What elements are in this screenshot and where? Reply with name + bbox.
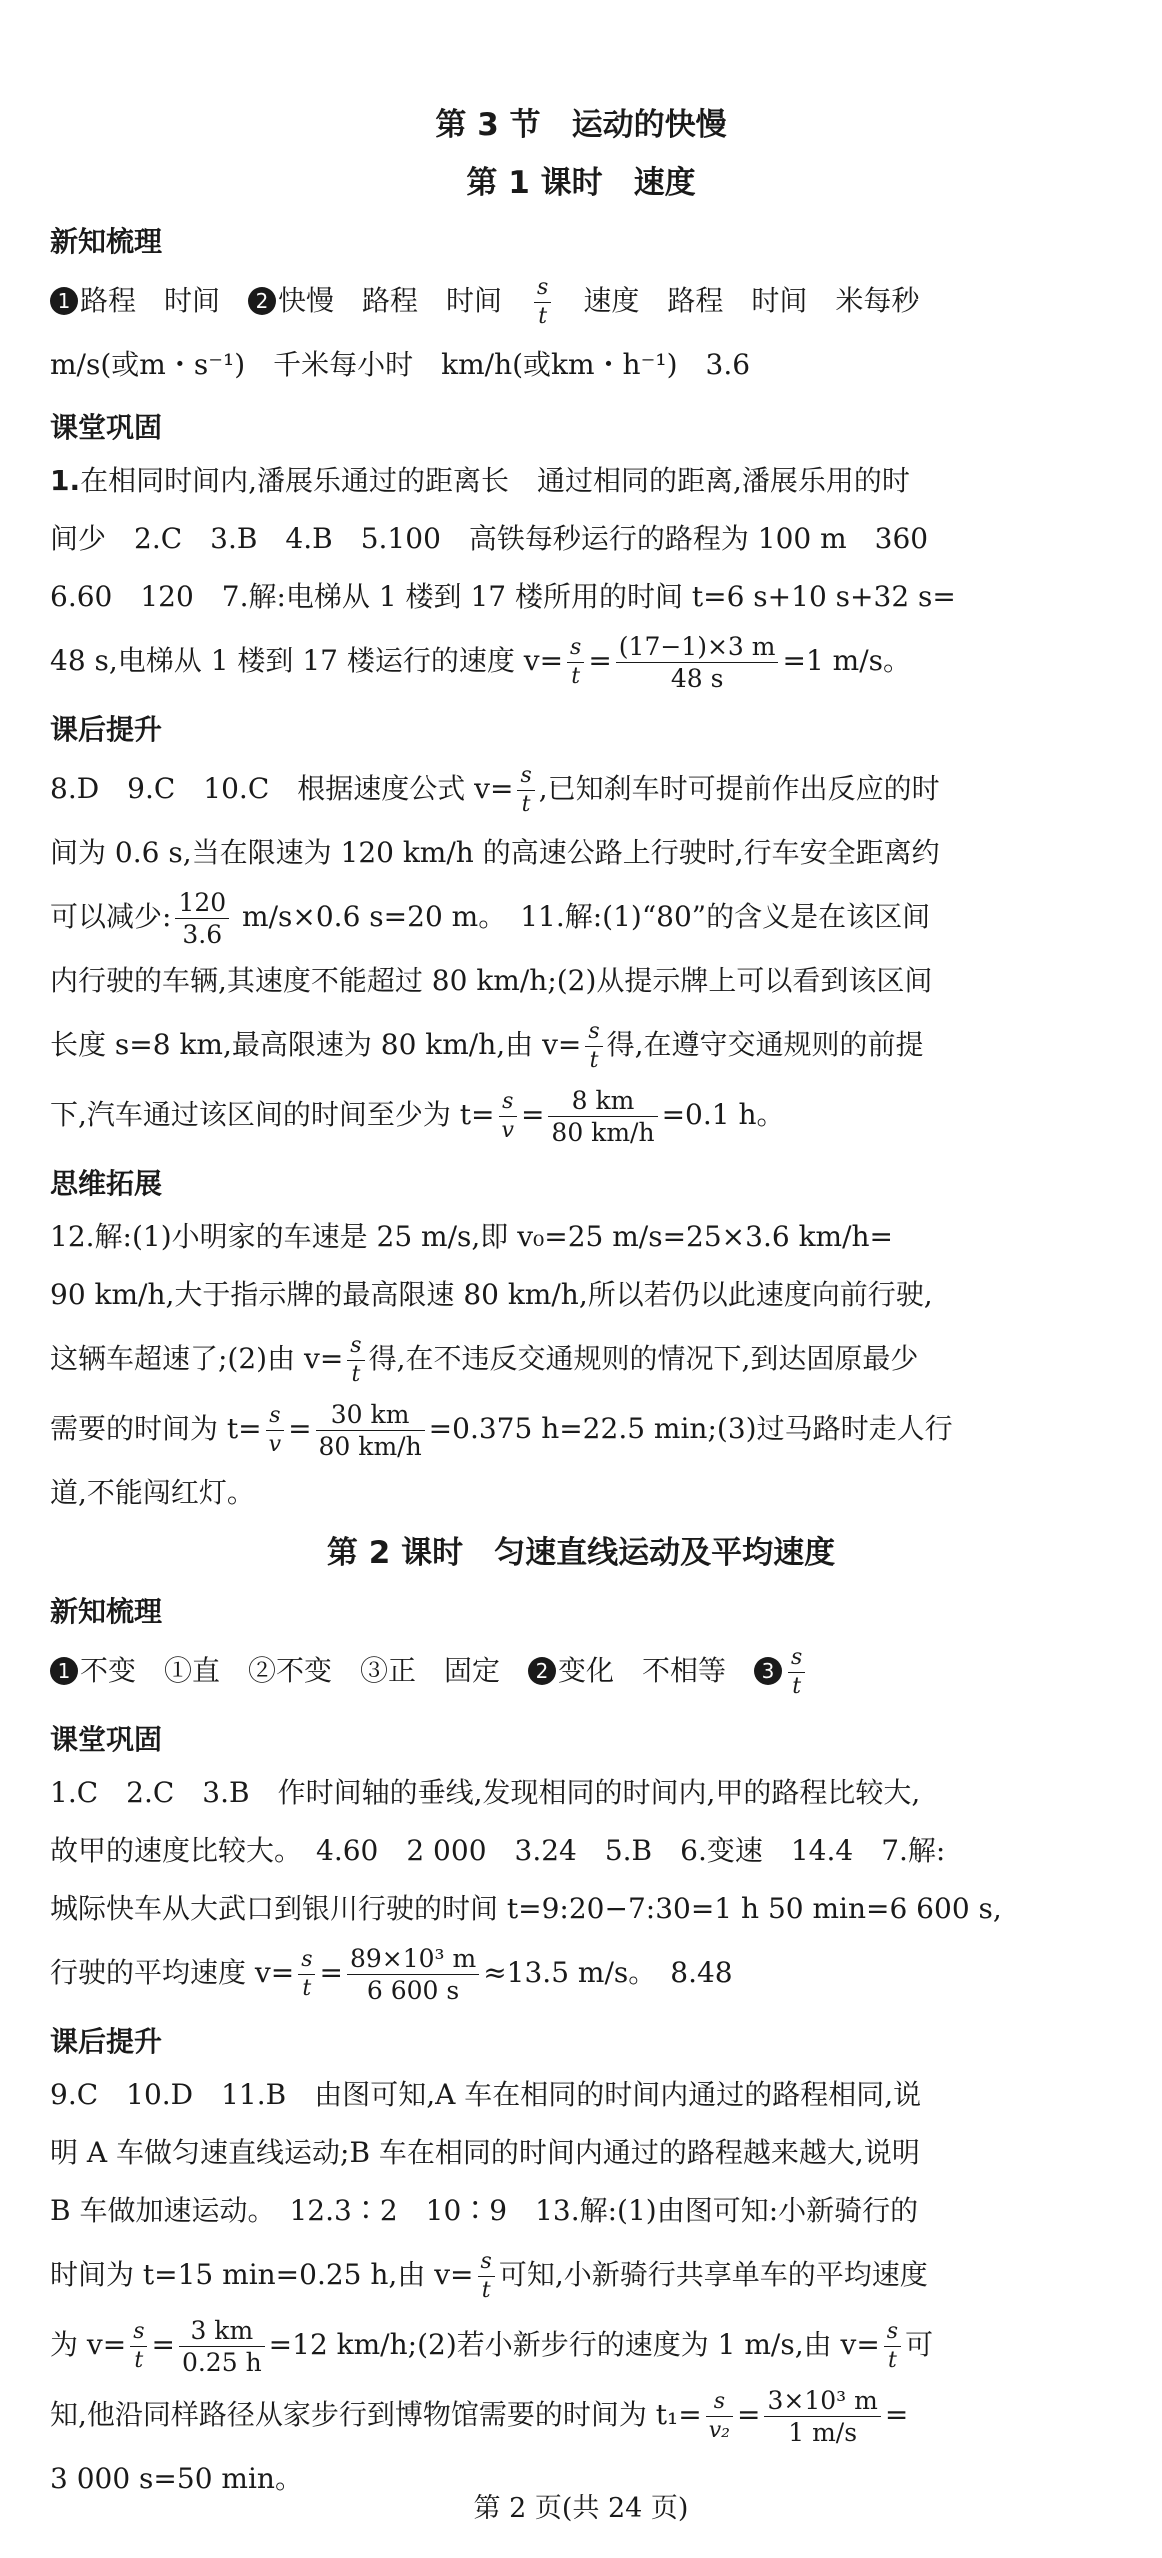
- fraction: [764, 2388, 880, 2445]
- circled-one-icon: 1: [50, 1657, 78, 1685]
- lesson2-after-line1: 9.C 10.D 11.B 由图可知,A 车在相同的时间内通过的路程相同,说: [50, 2078, 922, 2111]
- fraction: [478, 2251, 495, 2302]
- circled-three-icon: 3: [754, 1657, 782, 1685]
- fraction-numerator: s: [499, 1091, 517, 1117]
- text-run: 下,汽车通过该区间的时间至少为 t=: [50, 1098, 495, 1131]
- lesson1-after-line5: [50, 1010, 1112, 1080]
- text-run: =0.375 h=22.5 min;(3)过马路时走人行: [428, 1412, 953, 1445]
- fraction-numerator: s: [706, 2391, 733, 2417]
- lesson1-think-line1: 12.解:(1)小明家的车速是 25 m/s,即 v₀=25 m/s=25×3.6 km/h=: [50, 1220, 894, 1253]
- fraction-denominator: t: [351, 1362, 361, 1387]
- fraction-denominator: 1 m/s: [788, 2418, 858, 2447]
- fraction-denominator: t: [792, 1674, 802, 1699]
- fraction: [347, 1946, 479, 2003]
- fraction: [548, 1088, 657, 1145]
- fraction-numerator: 89×10³ m: [347, 1946, 479, 1975]
- circled-one-icon: 1: [50, 287, 78, 315]
- fraction-numerator: 120: [175, 890, 229, 919]
- lesson2-after-line7: 3 000 s=50 min。: [50, 2462, 303, 2495]
- text-run: 可知,小新骑行共享单车的平均速度: [498, 2258, 928, 2291]
- lesson2-class-line4: 行驶的平均速度 v= $\frac{s}{t}$ = $\frac{\text{89×10³ m}}{6 600 s}$ ≈13.5 m/s。 8.48: [50, 1944, 733, 2005]
- lesson1-think-line5: 道,不能闯红灯。: [50, 1476, 255, 1509]
- text-run: =: [588, 644, 612, 677]
- text-run: 不变 ①直 ②不变 ③正 固定: [80, 1654, 529, 1687]
- fraction-numerator: 3×10³ m: [764, 2388, 880, 2417]
- fraction-denominator: 6 600 s: [366, 1976, 460, 2005]
- lesson1-new-line2: m/s(或m・s⁻¹) 千米每小时 km/h(或km・h⁻¹) 3.6: [50, 348, 751, 381]
- text-run: 可: [905, 2328, 934, 2361]
- fraction: [788, 1647, 805, 1698]
- lesson2-after-line2: 明 A 车做匀速直线运动;B 车在相同的时间内通过的路程越来越大,说明: [50, 2136, 920, 2169]
- fraction-numerator: s: [788, 1647, 805, 1673]
- fraction: [567, 637, 584, 688]
- lesson1-new-heading: 新知梳理: [50, 225, 163, 258]
- lesson1-after-line6: 下,汽车通过该区间的时间至少为 t= $\frac{s}{v}$ = $\frac{8 km}{80 km/h}$ =0.1 h。: [50, 1086, 785, 1147]
- fraction: [616, 634, 779, 691]
- lesson1-after-heading: 课后提升: [50, 713, 163, 746]
- text-run: =1 m/s。: [782, 644, 912, 677]
- fraction-numerator: 30 km: [316, 1402, 425, 1431]
- lesson1-think-line3: [50, 1324, 1112, 1394]
- circled-two-icon: 2: [528, 1657, 556, 1685]
- text-run: 为 v=: [50, 2328, 127, 2361]
- fraction: [585, 1021, 602, 1072]
- lesson2-class-heading: 课堂巩固: [50, 1723, 163, 1756]
- fraction-numerator: s: [567, 637, 584, 663]
- lesson2-new-line1: [50, 1636, 1112, 1706]
- fraction-denominator: 0.25 h: [181, 2348, 262, 2377]
- text-run: 行驶的平均速度 v=: [50, 1956, 295, 1989]
- lesson1-after-line4: 内行驶的车辆,其速度不能超过 80 km/h;(2)从提示牌上可以看到该区间: [50, 964, 933, 997]
- lesson1-after-line2: 间为 0.6 s,当在限速为 120 km/h 的高速公路上行驶时,行车安全距离约: [50, 836, 940, 869]
- text-run: 得,在不违反交通规则的情况下,到达固原最少: [368, 1342, 919, 1375]
- text-run: 可以减少:: [50, 900, 172, 933]
- text-run: 路程 时间: [80, 284, 249, 317]
- fraction: [130, 2321, 147, 2372]
- fraction: [316, 1402, 425, 1459]
- fraction-numerator: s: [478, 2251, 495, 2277]
- fraction-numerator: (17−1)×3 m: [616, 634, 779, 663]
- text-run: 在相同时间内,潘展乐通过的距离长 通过相同的距离,潘展乐用的时: [80, 464, 910, 497]
- text-run: ,已知刹车时可提前作出反应的时: [538, 772, 940, 805]
- lesson2-class-line1: 1.C 2.C 3.B 作时间轴的垂线,发现相同的时间内,甲的路程比较大,: [50, 1776, 921, 1809]
- lesson2-title: 第 2 课时 匀速直线运动及平均速度: [326, 1535, 836, 1571]
- text-run: 速度 路程 时间 米每秒: [555, 284, 920, 317]
- fraction-denominator: t: [521, 792, 531, 817]
- fraction: [298, 1949, 315, 2000]
- fraction: [884, 2321, 901, 2372]
- lesson1-class-line2: 间少 2.C 3.B 4.B 5.100 高铁每秒运行的路程为 100 m 360: [50, 522, 929, 555]
- circled-two-icon: 2: [248, 287, 276, 315]
- fraction-numerator: s: [130, 2321, 147, 2347]
- fraction: [517, 765, 534, 816]
- lesson2-new-heading: 新知梳理: [50, 1595, 163, 1628]
- fraction: [706, 2391, 733, 2442]
- fraction-denominator: 80 km/h: [318, 1432, 422, 1461]
- text-run: 时间为 t=15 min=0.25 h,由 v=: [50, 2258, 474, 2291]
- fraction-numerator: s: [534, 277, 551, 303]
- text-run: 快慢 路程 时间: [278, 284, 531, 317]
- fraction-denominator: t: [481, 2278, 491, 2303]
- text-run: 得,在遵守交通规则的前提: [606, 1028, 924, 1061]
- lesson2-class-line3: 城际快车从大武口到银川行驶的时间 t=9:20−7:30=1 h 50 min=6 600 s,: [50, 1892, 1002, 1925]
- lesson1-think-line2: 90 km/h,大于指示牌的最高限速 80 km/h,所以若仍以此速度向前行驶,: [50, 1278, 933, 1311]
- lesson2-class-line2: 故甲的速度比较大。 4.60 2 000 3.24 5.B 6.变速 14.4 7.解:: [50, 1834, 946, 1867]
- fraction-numerator: s: [266, 1405, 284, 1431]
- fraction-denominator: 80 km/h: [551, 1118, 655, 1147]
- fraction-denominator: v₂: [708, 2418, 730, 2443]
- lesson1-after-line1: [50, 754, 1112, 824]
- lesson1-class-line3: 6.60 120 7.解:电梯从 1 楼到 17 楼所用的时间 t=6 s+10 s+32 s=: [50, 580, 956, 613]
- text-run: 知,他沿同样路径从家步行到博物馆需要的时间为 t₁=: [50, 2398, 702, 2431]
- fraction-numerator: s: [517, 765, 534, 791]
- page-footer: 第 2 页(共 24 页): [473, 2493, 689, 2524]
- lesson1-think-heading: 思维拓展: [50, 1167, 163, 1200]
- lesson1-new-line1: [50, 266, 1112, 336]
- lesson2-after-line4: [50, 2240, 1112, 2310]
- text-run: m/s×0.6 s=20 m。 11.解:(1)“80”的含义是在该区间: [233, 900, 931, 933]
- text-run: 8.D 9.C 10.C 根据速度公式 v=: [50, 772, 514, 805]
- fraction-denominator: t: [571, 664, 581, 689]
- lesson2-after-line5: 为 v= $\frac{s}{t}$ = $\frac{3 km}{0.25 h}$ =12 km/h;(2)若小新步行的速度为 1 m/s,由 v= $\frac{s}{t}$ 可: [50, 2316, 934, 2377]
- fraction-numerator: 8 km: [548, 1088, 657, 1117]
- lesson2-after-heading: 课后提升: [50, 2025, 163, 2058]
- fraction: [534, 277, 551, 328]
- lesson2-after-line3: B 车做加速运动。 12.3∶2 10∶9 13.解:(1)由图可知:小新骑行的: [50, 2194, 919, 2227]
- lesson1-title: 第 1 课时 速度: [466, 165, 696, 201]
- fraction-numerator: s: [298, 1949, 315, 1975]
- text-run: 这辆车超速了;(2)由 v=: [50, 1342, 344, 1375]
- fraction-numerator: s: [585, 1021, 602, 1047]
- fraction-denominator: t: [134, 2348, 144, 2373]
- fraction-denominator: t: [302, 1976, 312, 2001]
- lesson1-class-line1: 1.在相同时间内,潘展乐通过的距离长 通过相同的距离,潘展乐用的时: [50, 464, 910, 497]
- fraction-denominator: v: [268, 1432, 282, 1457]
- lesson2-after-line6: 知,他沿同样路径从家步行到博物馆需要的时间为 t₁= $\frac{s}{\text{v₂}}$ = $\frac{\text{3×10³ m}}{1 m/s}$ =: [50, 2386, 909, 2447]
- fraction: [179, 2318, 265, 2375]
- fraction-denominator: t: [888, 2348, 897, 2373]
- lesson1-think-line4: 需要的时间为 t= $\frac{s}{v}$ = $\frac{30 km}{80 km/h}$ =0.375 h=22.5 min;(3)过马路时走人行: [50, 1400, 953, 1461]
- text-run: 需要的时间为 t=: [50, 1412, 262, 1445]
- fraction-denominator: t: [538, 304, 548, 329]
- fraction-denominator: 3.6: [182, 920, 223, 949]
- fraction-numerator: s: [884, 2321, 901, 2347]
- lesson1-class-heading: 课堂巩固: [50, 411, 163, 444]
- fraction: [266, 1405, 284, 1456]
- lesson1-after-line3: [50, 882, 1112, 952]
- fraction-denominator: v: [501, 1118, 514, 1143]
- fraction-numerator: s: [347, 1335, 364, 1361]
- lesson1-class-line4: [50, 626, 1112, 696]
- text-run: =0.1 h。: [661, 1098, 785, 1131]
- fraction: [347, 1335, 364, 1386]
- fraction: [499, 1091, 517, 1142]
- fraction-denominator: t: [589, 1048, 599, 1073]
- text-run: =12 km/h;(2)若小新步行的速度为 1 m/s,由 v=: [268, 2328, 880, 2361]
- section-title: 第 3 节 运动的快慢: [435, 107, 727, 143]
- text-run: 变化 不相等: [558, 1654, 755, 1687]
- text-run: ≈13.5 m/s。 8.48: [483, 1956, 733, 1989]
- fraction-denominator: 48 s: [670, 664, 724, 693]
- text-run: =: [884, 2398, 909, 2431]
- text-run: 48 s,电梯从 1 楼到 17 楼运行的速度 v=: [50, 644, 564, 677]
- fraction-numerator: 3 km: [179, 2318, 265, 2347]
- text-run: 长度 s=8 km,最高限速为 80 km/h,由 v=: [50, 1028, 582, 1061]
- fraction: [175, 890, 229, 947]
